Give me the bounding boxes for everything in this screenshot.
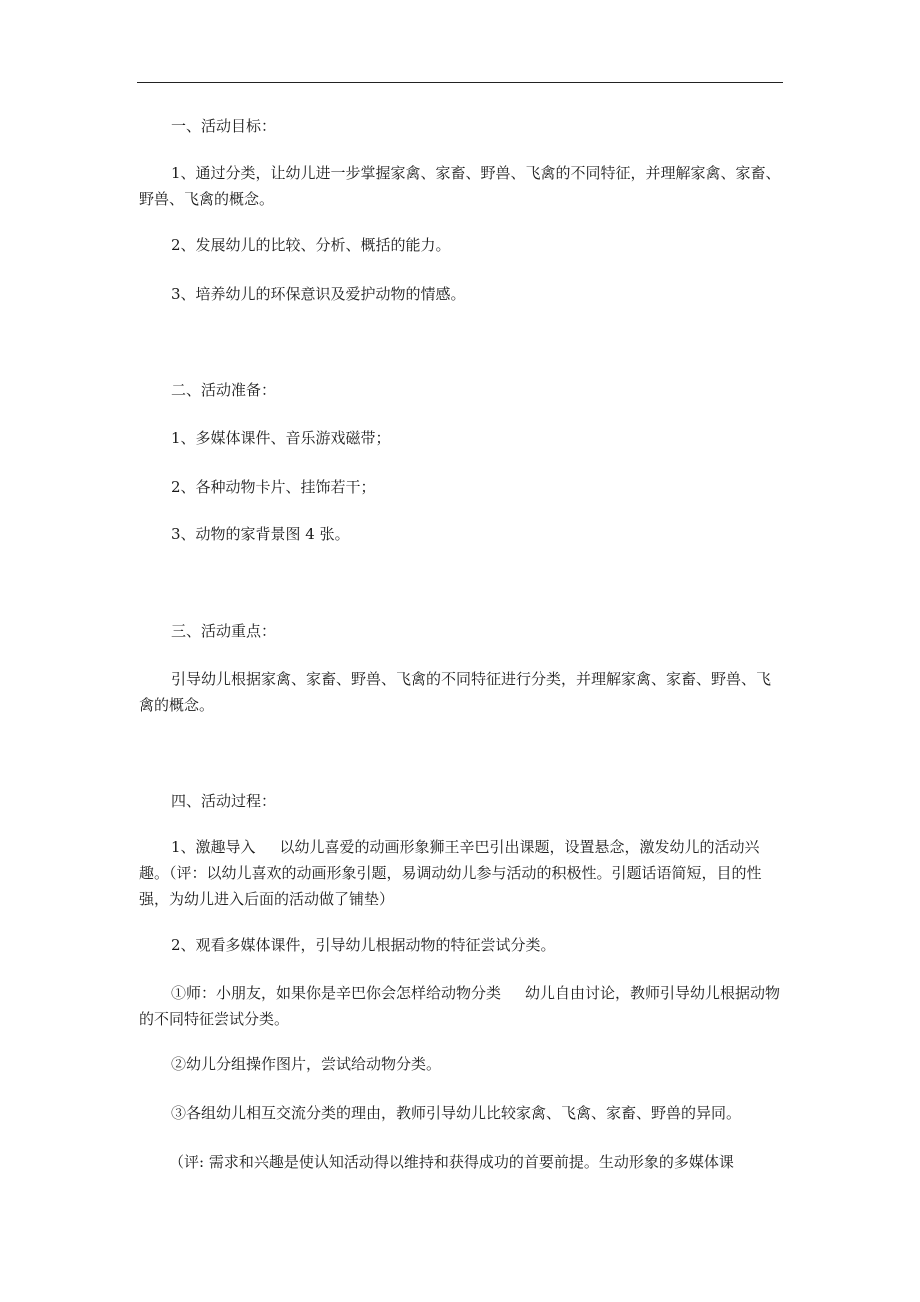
prep-item-2: 2、各种动物卡片、挂饰若干； — [171, 478, 376, 496]
process-step-1-title: 1、激趣导入 — [171, 838, 256, 856]
process-item-2: 2、观看多媒体课件，引导幼儿根据动物的特征尝试分类。 — [171, 936, 556, 954]
goal-item-2: 2、发展幼儿的比较、分析、概括的能力。 — [171, 236, 451, 254]
section-heading-process: 四、活动过程： — [171, 792, 277, 810]
goal-item-3: 3、培养幼儿的环保意识及爱护动物的情感。 — [171, 285, 466, 303]
section-heading-preparation: 二、活动准备： — [171, 381, 277, 399]
section-heading-goals: 一、活动目标： — [171, 117, 277, 135]
prep-item-3: 3、动物的家背景图 4 张。 — [171, 525, 350, 543]
focus-item-1: 引导幼儿根据家禽、家畜、野兽、飞禽的不同特征进行分类，并理解家禽、家畜、野兽、飞禽的概念。 — [139, 670, 772, 714]
section-heading-focus: 三、活动重点： — [171, 622, 277, 640]
process-comment: （评: 需求和兴趣是使认知活动得以维持和获得成功的首要前提。生动形象的多媒体课 — [169, 1153, 734, 1171]
teacher-question: ①师：小朋友，如果你是辛巴你会怎样给动物分类 — [171, 984, 502, 1002]
prep-item-1: 1、多媒体课件、音乐游戏磁带； — [171, 429, 391, 447]
process-step-1-body: 以幼儿喜爱的动画形象狮王辛巴引出课题，设置悬念，激发幼儿的活动兴趣。（评：以幼儿喜欢的动画形象引题，易调动幼儿参与活动的积极性。引题话语简短，目的性强，为幼儿进入后面的活动做了铺垫） — [139, 838, 762, 908]
children-discussion: 幼儿自由讨论，教师引导幼儿根据动物的不同特征尝试分类。 — [139, 984, 781, 1028]
process-item-1 — [139, 834, 784, 912]
process-item-2-2: ②幼儿分组操作图片，尝试给动物分类。 — [171, 1055, 442, 1073]
goal-item-1: 1、通过分类，让幼儿进一步掌握家禽、家畜、野兽、飞禽的不同特征，并理解家禽、家畜、野兽、飞禽的概念。 — [139, 164, 781, 208]
process-item-2-1 — [139, 980, 784, 1032]
process-item-2-3: ③各组幼儿相互交流分类的理由，教师引导幼儿比较家禽、飞禽、家畜、野兽的异同。 — [171, 1104, 742, 1122]
header-rule — [137, 82, 783, 83]
